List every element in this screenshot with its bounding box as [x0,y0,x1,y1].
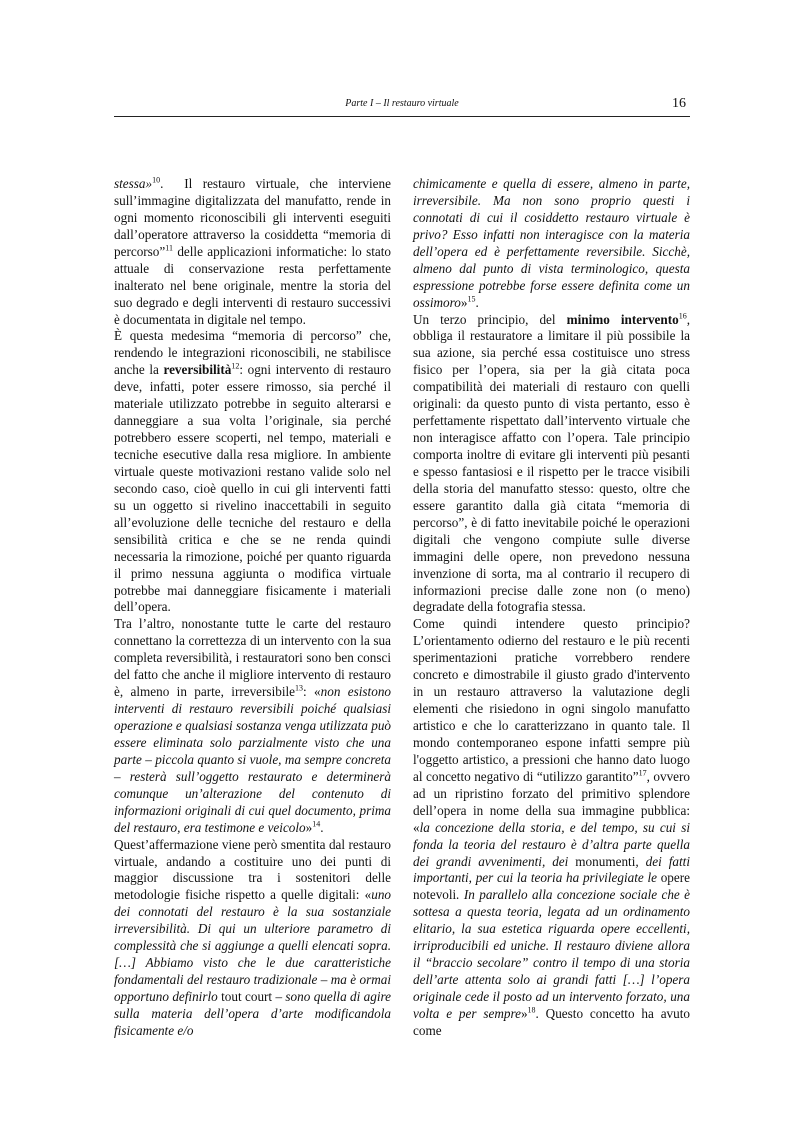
paragraph: stessa»$^{10}$. Il restauro virtuale, che interviene sull’immagine digitalizzata del manufatto, rende in ogni momento riconoscibili gli interventi eseguiti dall’operatore attraverso la cosiddetta “memoria di percorso”$^{11}$ delle applicazioni informatiche: lo stato attuale di conservazione resta perfettamente inalterato nel bene originale, mentre la storia del suo degrado e degli interventi di restauro successivi è documentata in digitale nel tempo. [114,175,391,327]
paragraph: Tra l’altro, nonostante tutte le carte del restauro connettano la correttezza di un intervento con la sua completa reversibilità, i restauratori sono ben consci del fatto che anche il migliore intervento di restauro è, almeno in parte, irreversibile$^{13}$: «non esistono interventi di restauro reversibili poiché qualsiasi operazione e qualsiasi sostanza venga utilizzata può essere eliminata solo parzialmente visto che una parte – piccola quanto si vuole, ma sempre concreta – resterà sull’oggetto restaurato e determinerà comunque un’alterazione del contenuto di informazioni originali di cui quel documento, prima del restauro, era testimone e veicolo»$^{14}$. [114,616,392,835]
running-title: Parte I – Il restauro virtuale [345,98,459,109]
paragraph: Quest’affermazione viene però smentita dal restauro virtuale, andando a costituire uno dei punti di maggior discussione tra i sostenitori delle metodologie fisiche rispetto a quelle digitali: «uno dei connotati del restauro è la sua sostanziale irreversibilità. Di qui un ulteriore parametro di complessità che si aggiunge a quelli elencati sopra. […] Abbiamo visto che le due caratteristiche fondamentali del restauro tradizionale – ma è ormai opportuno definirlo tout court – sono quella di agire sulla materia dell’opera d’arte modificandola fisicamente e/o [114,836,392,1038]
paragraph: Come quindi intendere questo principio? L’orientamento odierno del restauro e le più recenti sperimentazioni pratiche vorrebbero rendere concreto e dimostrabile il giusto grado d'intervento in un restauro attraverso la valutazione degli elementi che risiedono in ogni singolo manufatto artistico e che lo caratterizzano in quanto tale. Il mondo contemporaneo espone infatti sempre più l'oggetto artistico, a pressioni che hanno dato luogo al concetto negativo di “utilizzo garantito”$^{17}$, ovvero ad un ripristino forzato del primitivo splendore dell’opera in nome della sua immagine pubblica: «la concezione della storia, e del tempo, su cui si fonda la teoria del restauro è d’altra parte quella dei grandi avvenimenti, dei monumenti, dei fatti importanti, per cui la teoria ha privilegiate le opere notevoli. In parallelo alla concezione sociale che è sottesa a questa teoria, legata ad un ordinamento elitario, la sua estetica riguarda opere eccellenti, irriproducibili ed uniche. Il restauro diviene allora il “braccio secolare” contro il tempo di una storia dell’arte attenta solo ai grandi fatti […] l’opera originale cede il posto ad un intervento forzato, una volta e per sempre»$^{18}$. Questo concetto ha avuto come [413,616,690,1038]
paragraph: chimicamente e quella di essere, almeno in parte, irreversibile. Ma non sono proprio questi i connotati di cui il cosiddetto restauro virtuale è privo? Esso infatti non interagisce con la materia dell’opera ed è perfettamente reversibile. Sicchè, almeno dal punto di vista terminologico, questa espressione potrebbe forse essere definita come un ossimoro»$^{15}$. [413,176,690,310]
running-header [114,96,690,117]
paragraph: È questa medesima “memoria di percorso” che, rendendo le integrazioni riconoscibili, ne stabilisce anche la reversibilità$^{12}$: ogni intervento di restauro deve, infatti, poter essere rimosso, sia perché il materiale utilizzato potrebbe in seguito alterarsi e danneggiare a sua volta l’originale, sia perché potrebbero essere scoperti, nel tempo, materiali e tecniche esecutive dalla resa migliore. In ambiente virtuale queste motivazioni restano valide solo nel secondo caso, cioè quello in cui gli interventi fatti su un oggetto si rivelino inaccettabili in seguito all’evoluzione delle tecniche del restauro e della sensibilità critica e che se ne renda quindi necessaria la rimozione, poiché per quanto riguarda il primo nessuna aggiunta o modifica virtuale potrebbe mai danneggiare fisicamente i materiali dell’opera. [114,328,392,615]
left-column [114,176,391,1040]
right-column [413,176,690,1040]
page-number: 16 [672,96,686,111]
paragraph: Un terzo principio, del minimo intervento$^{16}$, obbliga il restauratore a limitare il più possibile la sua azione, sia perché essa costituisce uno stress fisico per l’opera, sia per la già citata poca compatibilità dei materiali di restauro con quelli originali: da questo punto di vista pertanto, esso è perfettamente rispettato dall’intervento virtuale che non interagisce affatto con l’opera. Tale principio comporta inoltre di evitare gli interventi più pesanti e spesso fantasiosi e il rispetto per le tracce visibili della storia del manufatto stesso: questo, oltre che essere garantito dalla già citata “memoria di percorso”, è di fatto inevitabile poiché le operazioni digitali che vengono compiute sulle diverse immagini delle opere, non prevedono nessuna invenzione di sorta, ma al contrario il recupero di informazioni precise dalle zone non (o meno) degradate della fotografia stessa. [413,311,691,615]
